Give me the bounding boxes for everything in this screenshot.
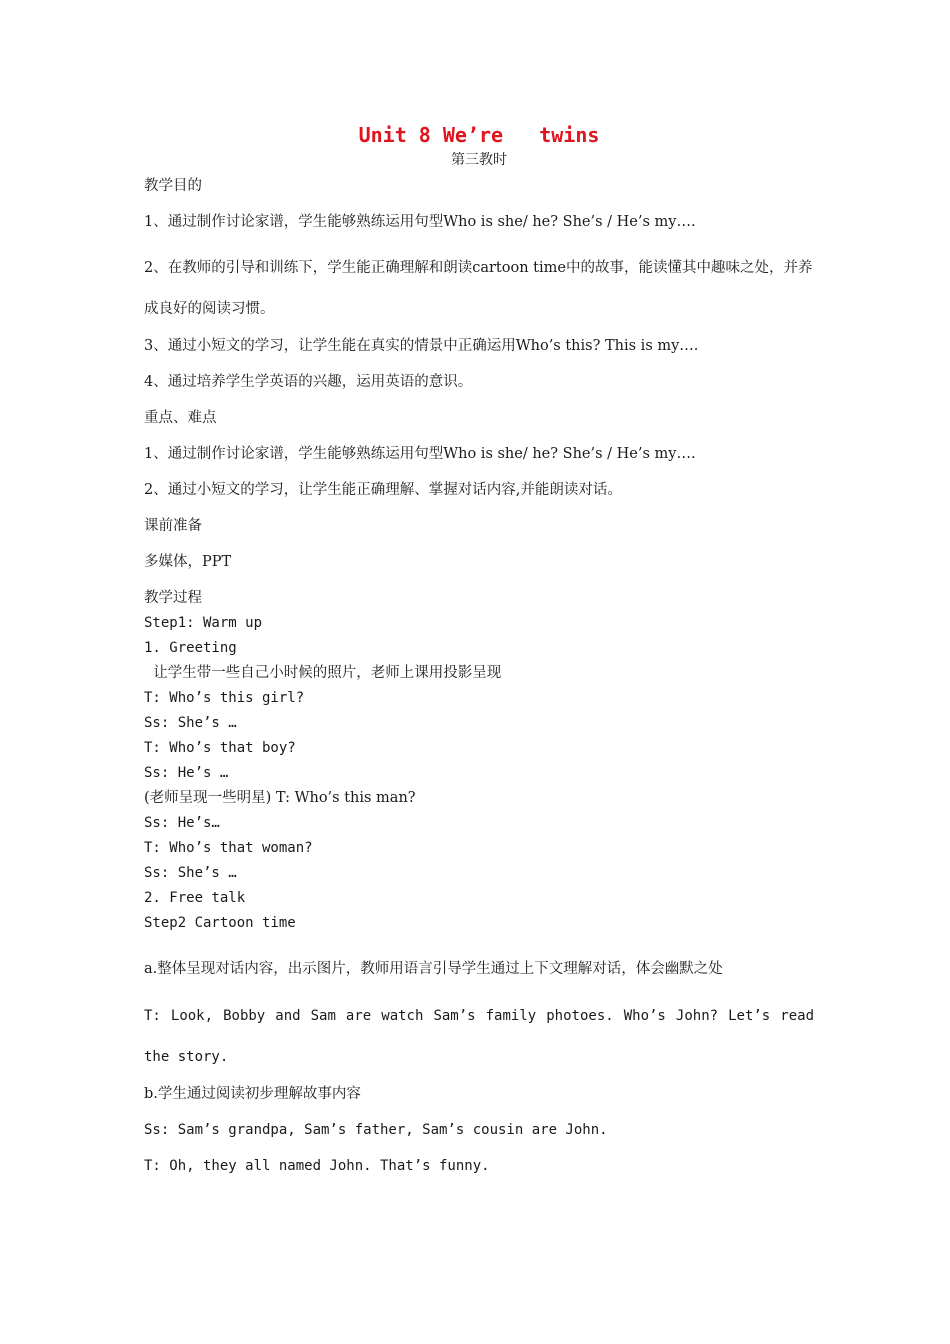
dialogue-line: Ss: He’s… (144, 815, 220, 831)
doc-subtitle: 第三教时 (451, 152, 507, 168)
section-heading-key-points: 重点、难点 (144, 410, 217, 426)
dialogue-line: Ss: She’s … (144, 865, 237, 881)
preparation-text: 多媒体，PPT (144, 554, 232, 570)
section-heading-preparation: 课前准备 (144, 518, 202, 534)
step2-heading: Step2 Cartoon time (144, 915, 296, 931)
free-talk-item: 2. Free talk (144, 890, 246, 906)
step2-teacher-reply: T: Oh, they all named John. That’s funny. (144, 1158, 490, 1174)
step2-item-b: b.学生通过阅读初步理解故事内容 (144, 1086, 361, 1102)
step1-heading: Step1: Warm up (144, 615, 263, 631)
key-point-2: 2、通过小短文的学习，让学生能正确理解、掌握对话内容,并能朗读对话。 (144, 482, 622, 498)
objective-4: 4、通过培养学生学英语的兴趣，运用英语的意识。 (144, 374, 473, 390)
step1-greeting: 1. Greeting (144, 640, 237, 656)
objective-1: 1、通过制作讨论家谱，学生能够熟练运用句型Who is she/ he? She’s / He’s my…. (144, 214, 696, 230)
objective-2: 2、在教师的引导和训练下，学生能正确理解和朗读cartoon time中的故事，能读懂其中趣味之处，并养成良好的阅读习惯。 (144, 260, 813, 317)
step1-instruction: 让学生带一些自己小时候的照片，老师上课用投影呈现 (144, 665, 502, 681)
step2-teacher-line: T: Look, Bobby and Sam are watch Sam’s family photoes. Who’s John? Let’s read the story. (144, 1008, 823, 1065)
section-heading-procedure: 教学过程 (144, 590, 202, 606)
step2-student-line: Ss: Sam’s grandpa, Sam’s father, Sam’s cousin are John. (144, 1122, 608, 1138)
dialogue-line: T: Who’s that boy? (144, 740, 296, 756)
dialogue-line: Ss: She’s … (144, 715, 237, 731)
key-point-1: 1、通过制作讨论家谱，学生能够熟练运用句型Who is she/ he? She’s / He’s my…. (144, 446, 696, 462)
dialogue-line: Ss: He’s … (144, 765, 229, 781)
doc-title: Unit 8 We’re twins (358, 123, 600, 147)
step2-item-a: a.整体呈现对话内容，出示图片，教师用语言引导学生通过上下文理解对话，体会幽默之处 (144, 961, 723, 977)
dialogue-line: T: Who’s that woman? (144, 840, 313, 856)
dialogue-line: T: Who’s this girl? (144, 690, 305, 706)
dialogue-line: (老师呈现一些明星) T: Who’s this man? (144, 790, 416, 806)
objective-3: 3、通过小短文的学习，让学生能在真实的情景中正确运用Who’s this? This is my…. (144, 338, 699, 354)
document-page (144, 120, 823, 1192)
section-heading-objectives: 教学目的 (144, 178, 202, 194)
